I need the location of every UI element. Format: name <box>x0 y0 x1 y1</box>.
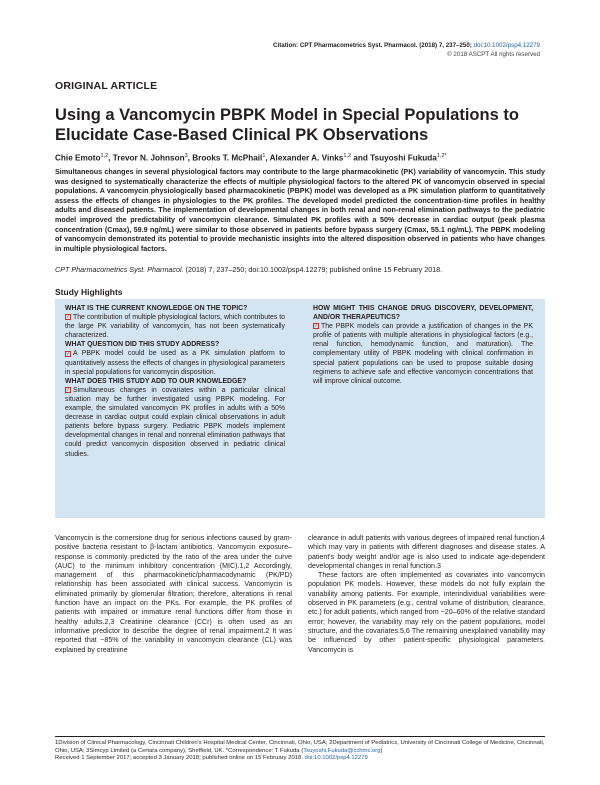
author-affiliation: 1,2 <box>100 153 109 159</box>
citation-label: Citation: <box>273 42 299 49</box>
highlight-question: WHAT DOES THIS STUDY ADD TO OUR KNOWLEDGE? <box>65 377 247 385</box>
abstract-text: Simultaneous changes in several physiological factors may contribute to the large pharmacokinetic (PK) variability of vancomycin. This study was designed to systematically characterize the effects of multiple physiological factors to the altered PK of vancomycin observed in special populations. A vancomycin physiologically based pharmacokinetic (PBPK) model was developed as a PK simulation platform to quantitatively assess the effects of changes in physiologies to the PK profiles. The developed model predicted the concentration-time profiles in healthy adults and diseased patients. The implementation of developmental changes in both renal and non-renal elimination pathways to the pediatric model improved the predictability of vancomycin clearance. Simulated PK profiles with a 50% decrease in cardiac output (peak plasma concentration (Cmax), 59.9 ng/mL) were similar to those observed in patients before bypass surgery (Cmax, 55.1 ng/mL). The PBPK modeling of vancomycin demonstrated its potential to provide mechanistic insights into the altered disposition observed in patients who have changes in multiple physiological factors. <box>55 167 545 253</box>
citation-block <box>273 42 540 59</box>
copyright-line: © 2018 ASCPT All rights reserved <box>447 50 540 58</box>
highlight-question: WHAT QUESTION DID THIS STUDY ADDRESS? <box>65 341 220 349</box>
footnote-text-end: ) <box>380 747 383 754</box>
author-name: Chie Emoto <box>55 153 101 163</box>
article-type-label: ORIGINAL ARTICLE <box>55 80 158 92</box>
abstract-citation-journal: CPT Pharmacometrics Syst. Pharmacol. <box>55 265 184 274</box>
highlights-right-column <box>313 304 533 386</box>
author-name: Tsuyoshi Fukuda <box>370 153 437 163</box>
abstract-citation-rest: (2018) 7, 237–250; doi:10.1002/psp4.12279; published online 15 February 2018. <box>185 265 443 274</box>
highlight-answer-text: The PBPK models can provide a justification of changes in the PK profile of patients with multiple alterations in physiological factors (e.g., renal function, hemodynamic function, and maturation). The complementary utility of PBPK modeling with clinical confirmation in special patient populations can be used to propose suitable dosing regimens to achieve safe and effective vancomycin concentrations that will improve clinical outcome. <box>313 323 533 385</box>
received-dates: Received 1 September 2017; accepted 3 January 2018; published online on 15 February 2018. <box>55 755 303 762</box>
abstract-citation <box>55 265 545 275</box>
checkbox-icon: ✓ <box>66 314 71 321</box>
author-affiliation: 1 <box>262 153 266 159</box>
citation-doi-link[interactable]: doi:10.1002/psp4.12279 <box>473 42 540 49</box>
footnote <box>55 740 545 763</box>
author-name: Brooks T. McPhail <box>192 153 263 163</box>
highlight-answer <box>65 386 285 459</box>
footnote-doi-link[interactable]: doi:10.1002/psp4.12279 <box>304 755 368 762</box>
body-text-right <box>308 534 545 655</box>
author-affiliation: 1,2* <box>436 153 447 159</box>
highlight-question: WHAT IS THE CURRENT KNOWLEDGE ON THE TOPIC? <box>65 305 248 312</box>
author-and: and <box>353 153 368 163</box>
author-affiliation: 3 <box>184 153 188 159</box>
highlight-answer <box>313 322 533 386</box>
author-affiliation: 1,2 <box>343 153 352 159</box>
author-name: Trevor N. Johnson <box>112 153 185 163</box>
highlight-question: HOW MIGHT THIS CHANGE DRUG DISCOVERY, DEVELOPMENT, AND/OR THERAPEUTICS? <box>313 305 533 322</box>
highlights-left-column <box>65 304 285 459</box>
body-paragraph: clearance in adult patients with various degrees of impaired renal function,4 which may vary in patients with different diagnoses and disease states. A patient's body weight and/or age is also used to indicate age-dependent developmental changes in renal function.3 <box>308 534 545 570</box>
highlight-answer-text: Simultaneous changes in covariates within a particular clinical situation may be further investigated using PBPK modeling. For example, the simulated vancomycin PK profiles in adults with a 50% decrease in cardiac output could explain clinical observations in adult patients before bypass surgery. Pediatric PBPK models implement developmental changes in renal and nonrenal elimination pathways that could predict vancomycin disposition observed in pediatric clinical studies. <box>65 386 285 458</box>
highlight-answer <box>65 313 285 340</box>
body-paragraph: These factors are often implemented as covariates into vancomycin population PK models. However, these models do not fully explain the variability among patients. For example, interindividual variabilities were observed in PK parameters (e.g., central volume of distribution, clearance, etc.) for adult patients, which ranged from ~20–60% of the relative standard error; however, the variability may rely on the patient populations, model structure, and the covariates.5,6 The remaining unexplained variability may be influenced by other patient-specific physiological parameters. Vancomycin is <box>308 571 545 654</box>
article-title: Using a Vancomycin PBPK Model in Special Populations to Elucidate Case-Based Clinical PK Observations <box>55 106 519 144</box>
checkbox-icon: ✓ <box>66 350 71 357</box>
highlight-answer <box>65 349 285 376</box>
highlight-answer-text: The contribution of multiple physiological factors, which contributes to the large PK variability of vancomycin, has not been systematically characterized. <box>65 314 285 340</box>
highlight-answer-text: A PBPK model could be used as a PK simulation platform to quantitatively assess the effects of changes in physiological parameters in special populations for vancomycin disposition. <box>65 350 285 376</box>
author-list: Chie Emoto$^{1,2}$, Trevor N. Johnson$^3$, Brooks T. McPhail$^1$, Alexander A. Vinks$^{1,2}$ and Tsuyoshi Fukuda$^{1,2*}$ <box>55 153 447 163</box>
footnote-divider <box>55 736 545 737</box>
checkbox-icon: ✓ <box>314 323 319 330</box>
study-highlights-box <box>55 299 545 518</box>
correspondence-email-link[interactable]: Tsuyoshi.Fukuda@cchmc.org <box>303 747 381 754</box>
footnote-affiliations: 1Division of Clinical Pharmacology, Cincinnati Children's Hospital Medical Center, Cincinnati, Ohio, USA; 2Department of Pediatrics, University of Cincinnati College of Medicine, Cincinnati, Ohio, USA; 3Simcyp Limited (a Certara company), Sheffield, UK. *Correspondence: T Fukuda ( <box>55 740 545 754</box>
study-highlights-heading: Study Highlights <box>55 287 123 297</box>
author-name: Alexander A. Vinks <box>269 153 344 163</box>
citation-details: (2018) 7, 237–250; <box>419 42 472 49</box>
citation-journal: CPT Pharmacometrics Syst. Pharmacol. <box>299 42 418 49</box>
checkbox-icon: ✓ <box>66 387 71 394</box>
body-text-left: Vancomycin is the cornerstone drug for serious infections caused by gram-positive bacteria resistant to β-lactam antibiotics. Vancomycin exposure–response is commonly predicted by the ratio of the area under the curve (AUC) to the minimum inhibitory concentration (MIC).1,2 Accordingly, management of this pharmacokinetic/pharmacodynamic (PK/PD) relationship has been associated with clinical success. Vancomycin is eliminated primarily by glomerular filtration; therefore, alterations in renal function have an impact on the PKs. For example, the PK profiles of patients with impaired or immature renal functions differ from those in healthy adults.2,3 Creatinine clearance (CCr) is often used as an informative predictor to describe the degree of renal impairment.2 It was reported that ~85% of the variability in vancomycin clearance (CL) was explained by creatinine <box>55 534 292 654</box>
